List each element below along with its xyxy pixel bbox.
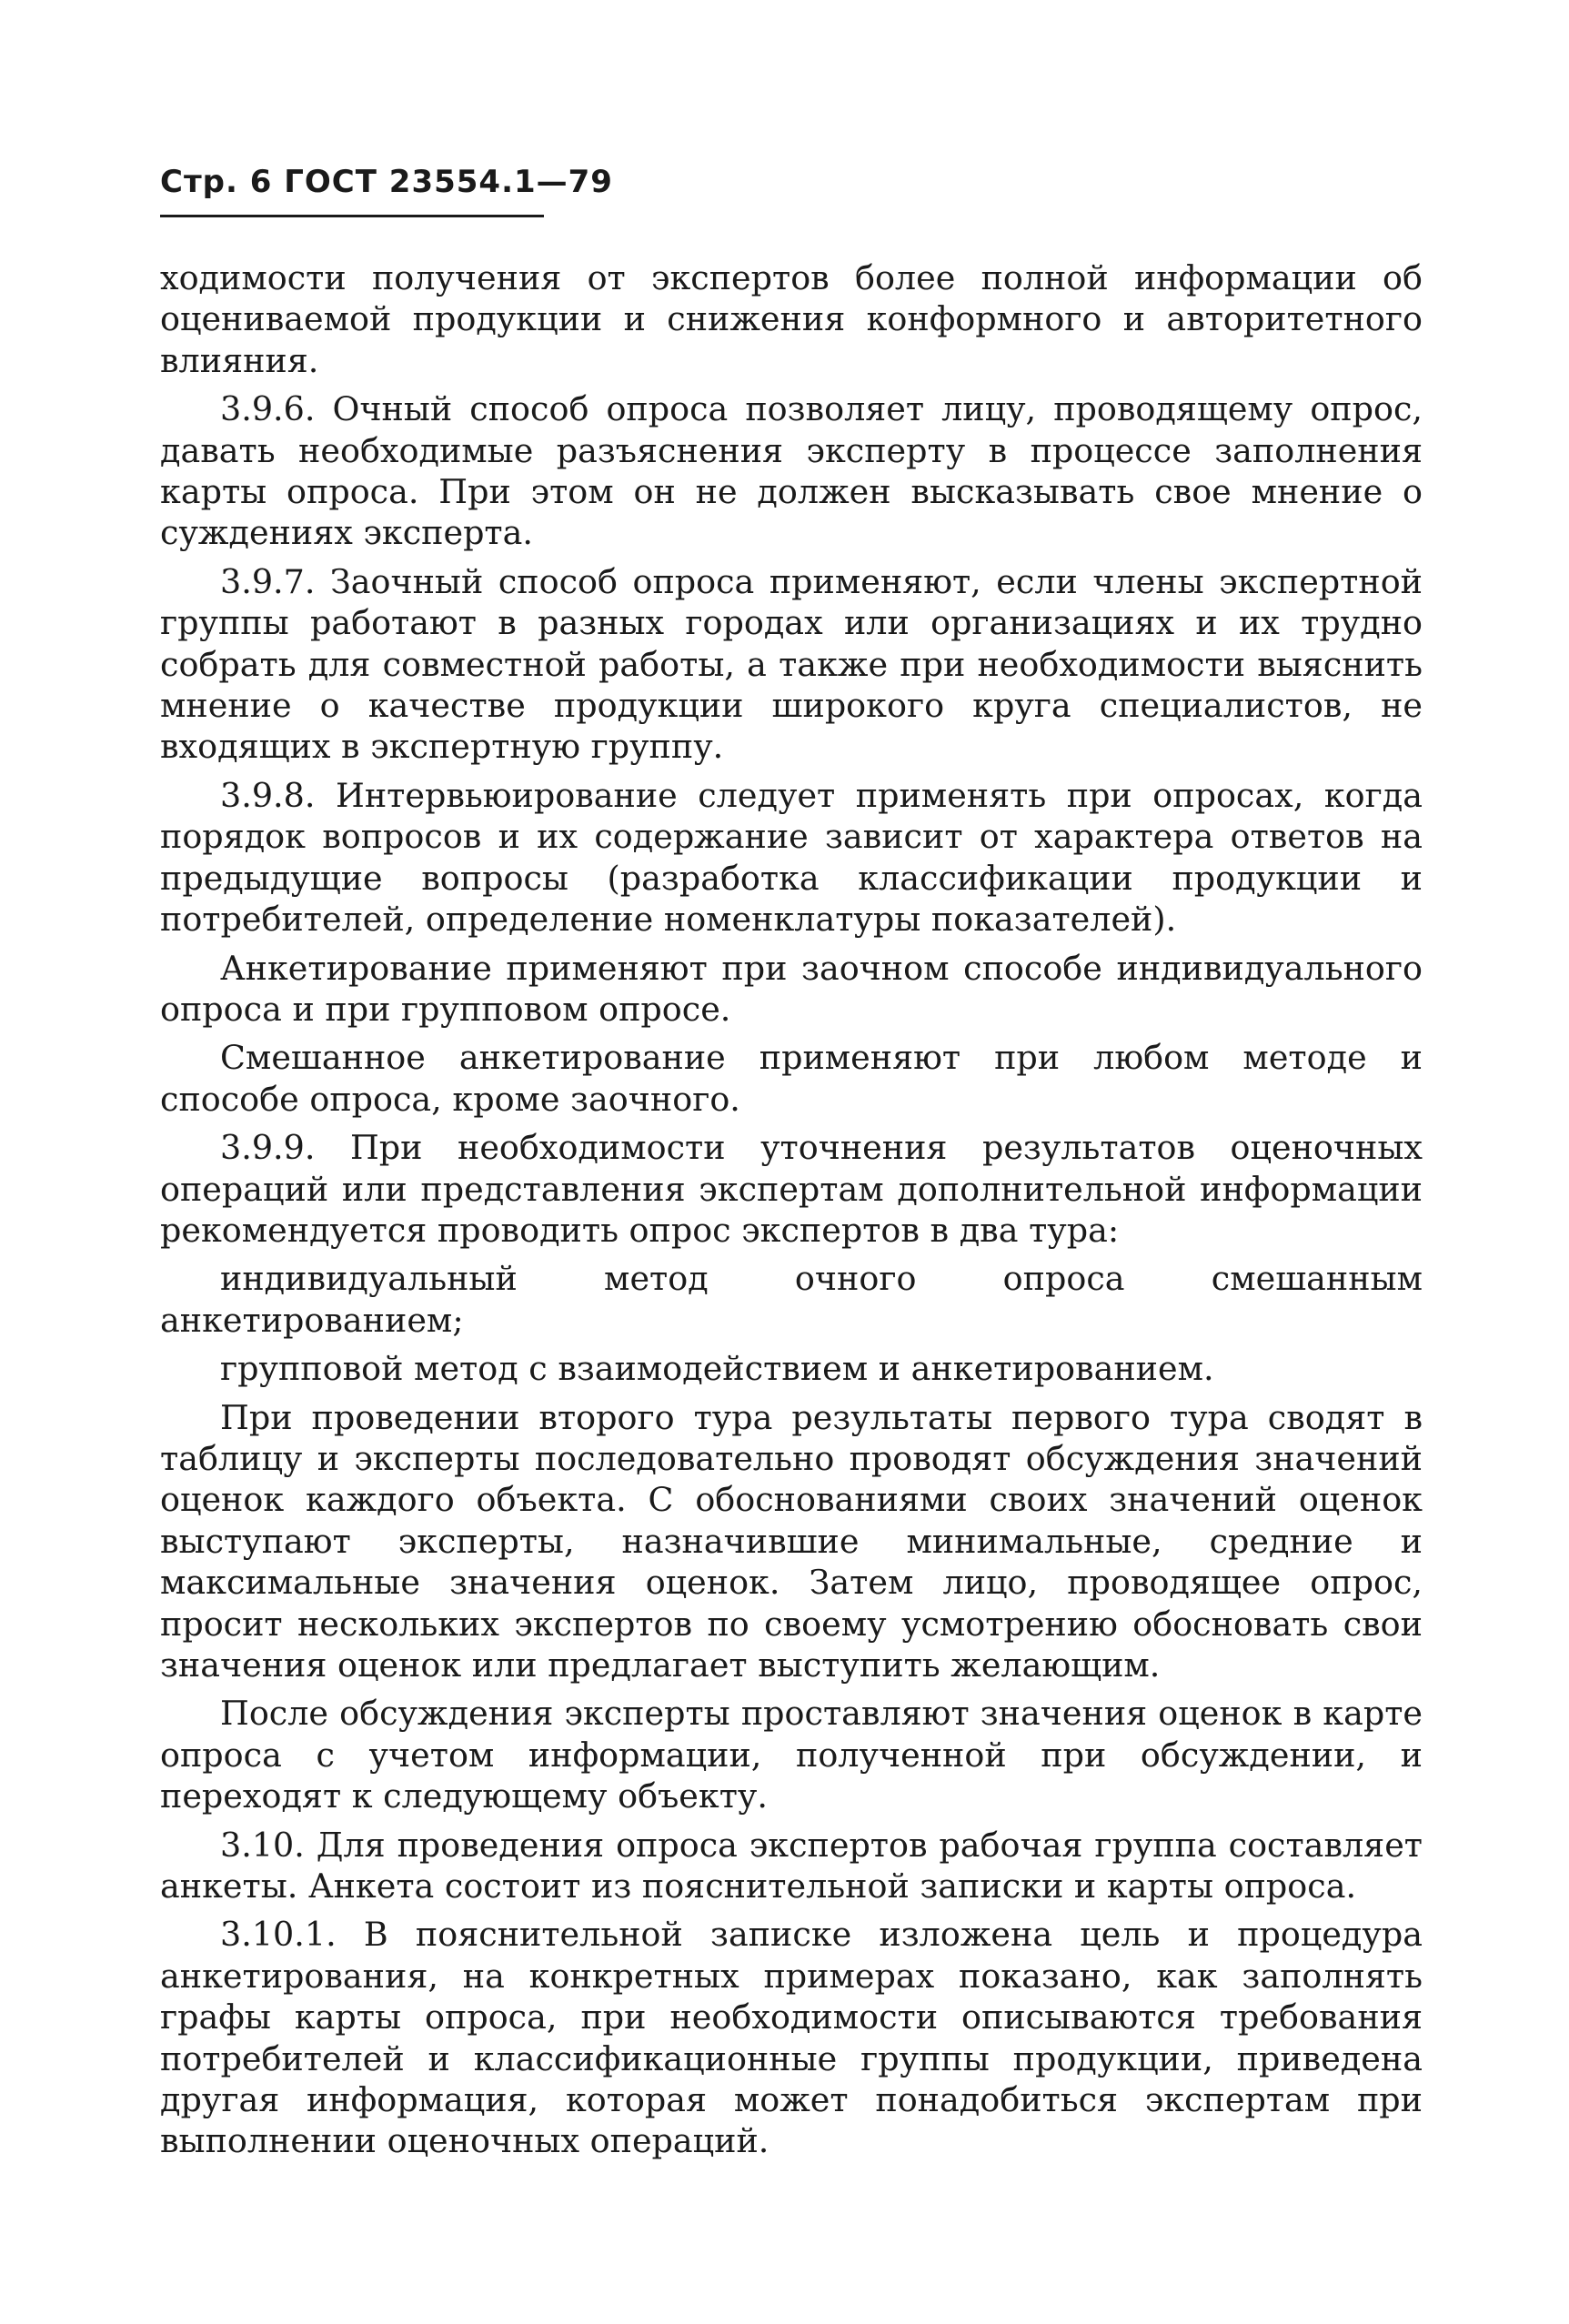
paragraph-after-discussion: После обсуждения эксперты проставляют значения оценок в карте опроса с учетом информации, полученной при обсуждении, и переходят к следующему объекту. xyxy=(160,1694,1423,1816)
paragraph-3-10: 3.10. Для проведения опроса экспертов рабочая группа составляет анкеты. Анкета состоит из пояснительной записки и карты опроса. xyxy=(160,1825,1423,1906)
paragraph-3-9-7: 3.9.7. Заочный способ опроса применяют, если члены экспертной группы работают в разных городах или организациях и их трудно собрать для совместной работы, а также при необходимости выяснить мнение о качестве продукции широкого круга специалистов, не входящих в экспертную группу. xyxy=(160,561,1423,767)
paragraph-3-9-8: 3.9.8. Интервьюирование следует применять при опросах, когда порядок вопросов и их содержание зависит от характера ответов на предыдущие вопросы (разработка классификации продукции и потребителей, определение номенклатуры показателей). xyxy=(160,775,1423,940)
paragraph-mixed-questionnaire: Смешанное анкетирование применяют при любом методе и способе опроса, кроме заочного. xyxy=(160,1038,1423,1119)
paragraph-3-9-9: 3.9.9. При необходимости уточнения результатов оценочных операций или представления экспертам дополнительной информации рекомендуется проводить опрос экспертов в два тура: xyxy=(160,1128,1423,1250)
paragraph-group-method: групповой метод с взаимодействием и анкетированием. xyxy=(220,1349,1214,1389)
paragraph-individual-method: индивидуальный метод очного опроса смешанным анкетированием; xyxy=(160,1259,1423,1340)
paragraph-3-10-1: 3.10.1. В пояснительной записке изложена цель и процедура анкетирования, на конкретных примерах показано, как заполнять графы карты опроса, при необходимости описываются требования потребителей и классификационные группы продукции, приведена другая информация, которая может понадобиться экспертам при выполнении оценочных операций. xyxy=(160,1915,1423,2161)
paragraph-questionnaire: Анкетирование применяют при заочном способе индивидуального опроса и при групповом опросе. xyxy=(160,948,1423,1029)
paragraph-3-9-6: 3.9.6. Очный способ опроса позволяет лицу, проводящему опрос, давать необходимые разъяснения эксперту в процессе заполнения карты опроса. При этом он не должен высказывать свое мнение о суждениях эксперта. xyxy=(160,389,1423,553)
page-header: Стр. 6 ГОСТ 23554.1—79 xyxy=(160,164,613,200)
paragraph-second-round: При проведении второго тура результаты первого тура сводят в таблицу и эксперты последовательно проводят обсуждения значений оценок каждого объекта. С обоснованиями своих значений оценок выступают эксперты, назначившие минимальные, средние и максимальные значения оценок. Затем лицо, проводящее опрос, просит нескольких экспертов по своему усмотрению обосновать свои значения оценок или предлагает выступить желающим. xyxy=(160,1397,1423,1685)
paragraph-continuation: ходимости получения от экспертов более полной информации об оцениваемой продукции и снижения конформного и авторитетного влияния. xyxy=(160,258,1423,380)
header-rule xyxy=(160,215,544,217)
body-text xyxy=(160,257,1423,2169)
